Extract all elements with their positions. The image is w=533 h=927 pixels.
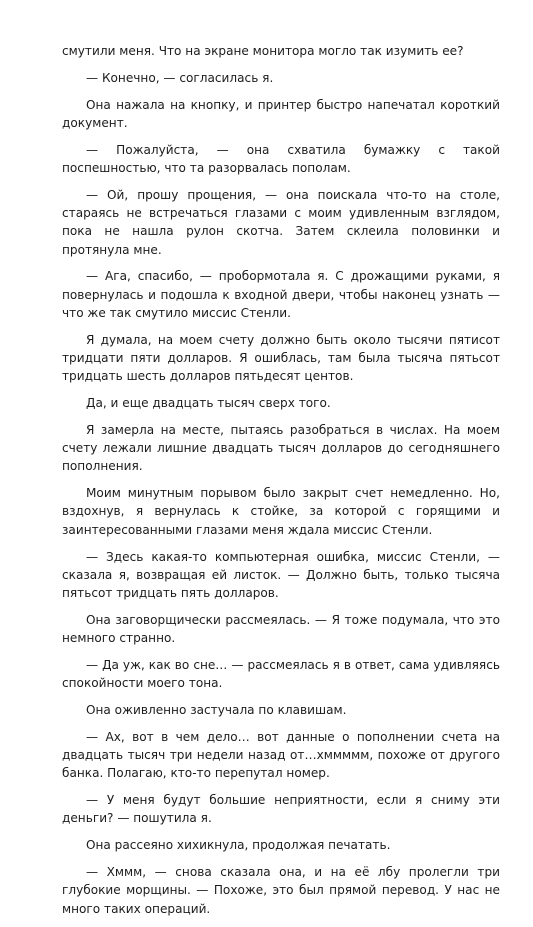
paragraph-5: — Ой, прошу прощения, — она поискала что-то на столе, стараясь не встречаться глазами с моим удивленным взглядом, пока не нашла рулон скотча. Затем склеила половинки и протянула мне. [62,187,500,257]
paragraph-10: Моим минутным порывом было закрыт счет немедленно. Но, вздохнув, я вернулась к стойке, за которой с горящими и заинтересованными глазами меня ждала миссис Стенли. [62,486,500,537]
paragraph-16: — У меня будут большие неприятности, если я сниму эти деньги? — пошутила я. [62,793,500,826]
paragraph-3: Она нажала на кнопку, и принтер быстро напечатал короткий документ. [62,97,500,130]
paragraph-15: — Ах, вот в чем дело… вот данные о пополнении счета на двадцать тысяч три недели назад от…хммммм, похоже от другого банка. Полагаю, кто-то перепутал номер. [62,729,500,781]
paragraph-1: смутили меня. Что на экране монитора могло так изумить ее? [62,44,464,58]
paragraph-4: — Пожалуйста, — она схватила бумажку с такой поспешностью, что та разорвалась пополам. [62,142,500,176]
paragraph-8: Да, и еще двадцать тысяч сверх того. [86,396,331,411]
paragraph-12: Она заговорщически рассмеялась. — Я тоже подумала, что это немного странно. [62,612,500,646]
document-page [62,42,500,927]
paragraph-6: — Ага, спасибо, — пробормотала я. С дрожащими руками, я повернулась и подошла к входной двери, чтобы наконец узнать — что же так смутило миссис Стенли. [62,269,500,320]
paragraph-13: — Да уж, как во сне… — рассмеялась я в ответ, сама удивляясь спокойности моего тона. [62,657,500,691]
paragraph-17: Она рассеяно хихикнула, продолжая печатать. [86,838,391,853]
paragraph-7: Я думала, на моем счету должно быть около тысячи пятисот тридцати пяти долларов. Я ошиблась, там была тысяча пятьсот тридцать шесть долларов пятьдесят центов. [62,332,500,384]
paragraph-11: — Здесь какая-то компьютерная ошибка, миссис Стенли, — сказала я, возвращая ей листок. — Должно быть, только тысяча пятьсот тридцать пять долларов. [62,549,500,600]
paragraph-18: — Хммм, — снова сказала она, и на её лбу пролегли три глубокие морщины. — Похоже, это был прямой перевод. У нас не много таких операций. [62,865,500,916]
paragraph-2: — Конечно, — согласилась я. [86,70,274,85]
paragraph-14: Она оживленно застучала по клавишам. [86,703,347,718]
paragraph-9: Я замерла на месте, пытаясь разобраться в числах. На моем счету лежали лишние двадцать тысяч долларов до сегодняшнего пополнения. [62,422,500,474]
